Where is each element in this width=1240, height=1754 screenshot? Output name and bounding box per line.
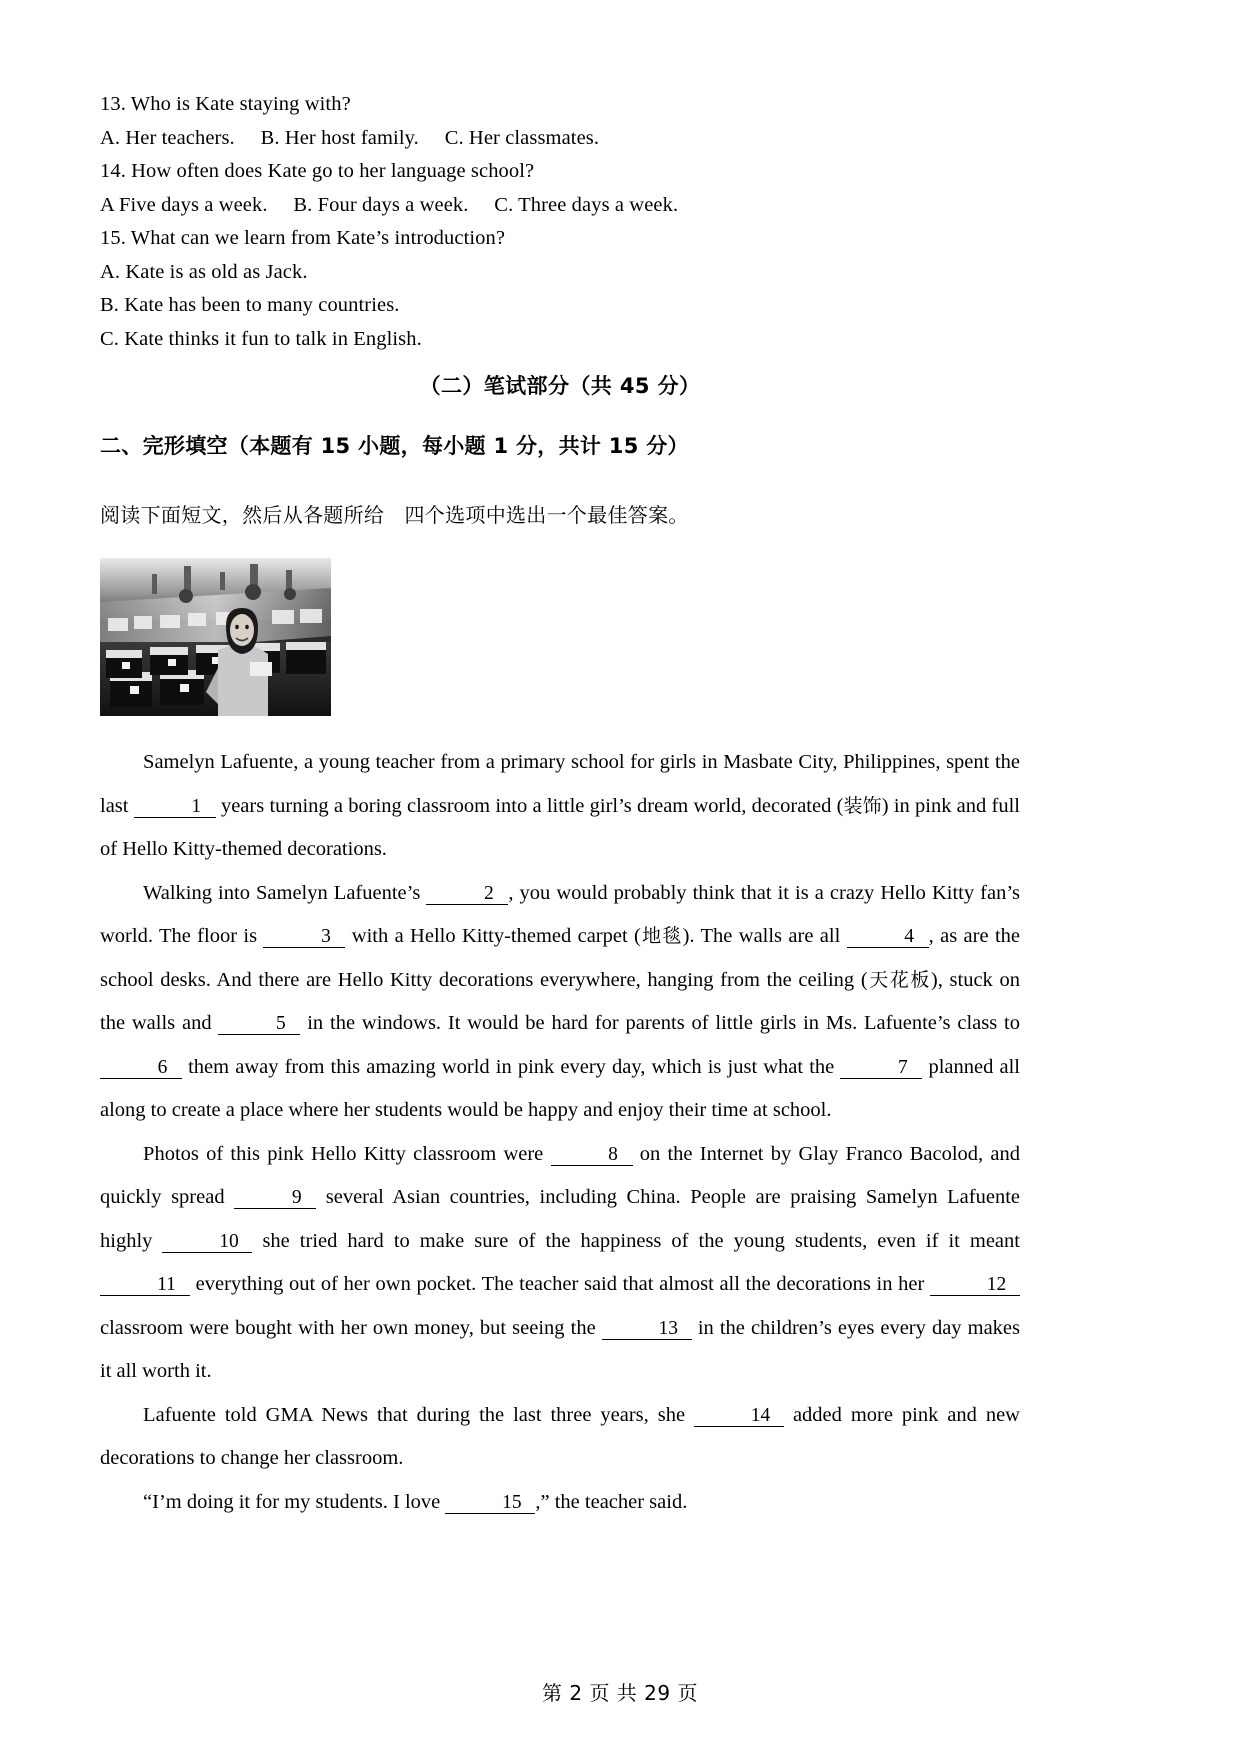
cloze-part-heading: 二、完形填空（本题有 15 小题，每小题 1 分，共计 15 分） [100, 434, 689, 458]
question-14-stem: 14. How often does Kate go to her language school? [100, 160, 535, 182]
p3-text-d: she tried hard to make sure of the happiness of the young students, even if it meant [252, 1229, 1020, 1252]
cloze-blank-2[interactable]: 2 [426, 884, 508, 905]
passage-paragraph-3 [100, 1133, 1020, 1394]
listening-questions-block [100, 88, 1020, 356]
question-15-stem: 15. What can we learn from Kate’s introduction? [100, 227, 506, 249]
cloze-blank-14[interactable]: 14 [694, 1406, 784, 1427]
cloze-blank-10[interactable]: 10 [162, 1232, 252, 1253]
p3-text-a: Photos of this pink Hello Kitty classroom were [143, 1142, 551, 1165]
p2-gloss-ditan: 地毯 [640, 925, 683, 947]
cloze-blank-7[interactable]: 7 [840, 1058, 922, 1079]
p1-text-b: years turning a boring classroom into a little girl’s dream world, decorated ( [215, 794, 844, 817]
question-15-option-b: B. Kate has been to many countries. [100, 294, 400, 316]
question-14-options: A Five days a week. B. Four days a week. C. Three days a week. [100, 193, 679, 216]
passage-photo-wrapper [100, 558, 1020, 716]
cloze-blank-9[interactable]: 9 [234, 1188, 316, 1209]
p1-text-a: Samelyn Lafuente, a young teacher from a primary school for girls in Masbate City, Philippines, spent the last [100, 751, 1020, 817]
p2-text-c: with a Hello Kitty-themed carpet ( [345, 925, 641, 947]
cloze-blank-3[interactable]: 3 [263, 927, 345, 948]
question-13-options: A. Her teachers. B. Her host family. C. Her classmates. [100, 126, 600, 149]
p3-text-c: several Asian countries, including China. People are praising Samelyn Lafuente highly [100, 1186, 1021, 1252]
p1-text-c: ) in pink and full of Hello Kitty-themed decorations. [100, 794, 1020, 860]
cloze-directions: 阅读下面短文，然后从各题所给 四个选项中选出一个最佳答案。 [100, 503, 689, 527]
p1-gloss-zhuangshi: 装饰 [843, 794, 882, 817]
question-15-option-c: C. Kate thinks it fun to talk in English. [100, 327, 422, 350]
passage-paragraph-4 [100, 1394, 1020, 1481]
p2-text-a: Walking into Samelyn Lafuente’s [143, 881, 427, 904]
page-footer: 第 2 页 共 29 页 [542, 1681, 698, 1705]
cloze-blank-12[interactable]: 12 [930, 1275, 1020, 1296]
page-content [100, 88, 1020, 1524]
p5-text-b: ,” the teacher said. [535, 1490, 688, 1513]
passage-paragraph-5 [100, 1481, 1020, 1525]
p2-gloss-tianhuaban: 天花板 [867, 968, 931, 991]
p3-text-e: everything out of her own pocket. The teacher said that almost all the decorations in her [190, 1273, 930, 1295]
p4-text-b: added more pink and new decorations to change her classroom. [100, 1403, 1020, 1469]
passage-paragraph-2 [100, 872, 1020, 1133]
cloze-blank-6[interactable]: 6 [100, 1058, 182, 1079]
p2-text-g: in the windows. It would be hard for parents of little girls in Ms. Lafuente’s class to [300, 1012, 1020, 1034]
cloze-blank-4[interactable]: 4 [847, 927, 929, 948]
cloze-blank-11[interactable]: 11 [100, 1275, 190, 1296]
cloze-blank-15[interactable]: 15 [445, 1493, 535, 1514]
written-section-heading: （二）笔试部分（共 45 分） [419, 374, 701, 398]
p2-text-h: them away from this amazing world in pink every day, which is just what the [182, 1055, 841, 1078]
passage-paragraph-1 [100, 741, 1020, 872]
cloze-blank-8[interactable]: 8 [551, 1145, 633, 1166]
p3-text-g: in the children’s eyes every day makes it all worth it. [100, 1316, 1021, 1382]
p3-text-f: classroom were bought with her own money, but seeing the [100, 1316, 602, 1339]
cloze-blank-13[interactable]: 13 [602, 1319, 692, 1340]
p2-text-e: , as are the school desks. And there are Hello Kitty decorations everywhere, hanging from the ceiling ( [100, 925, 1020, 991]
cloze-blank-5[interactable]: 5 [218, 1014, 300, 1035]
classroom-photo [100, 558, 331, 716]
p5-text-a: “I’m doing it for my students. I love [143, 1490, 446, 1513]
p3-text-b: on the Internet by Glay Franco Bacolod, and quickly spread [100, 1142, 1020, 1208]
p2-text-i: planned all along to create a place where her students would be happy and enjoy their time at school. [100, 1055, 1020, 1121]
question-13-stem: 13. Who is Kate staying with? [100, 93, 351, 115]
p2-text-d: ). The walls are all [682, 925, 847, 947]
p2-text-b: , you would probably think that it is a crazy Hello Kitty fan’s world. The floor is [100, 881, 1021, 947]
cloze-passage [100, 741, 1020, 1524]
p2-text-f: ), stuck on the walls and [100, 968, 1020, 1034]
question-15-option-a: A. Kate is as old as Jack. [100, 260, 308, 283]
p4-text-a: Lafuente told GMA News that during the last three years, she [143, 1403, 694, 1426]
cloze-blank-1[interactable]: 1 [134, 797, 216, 818]
